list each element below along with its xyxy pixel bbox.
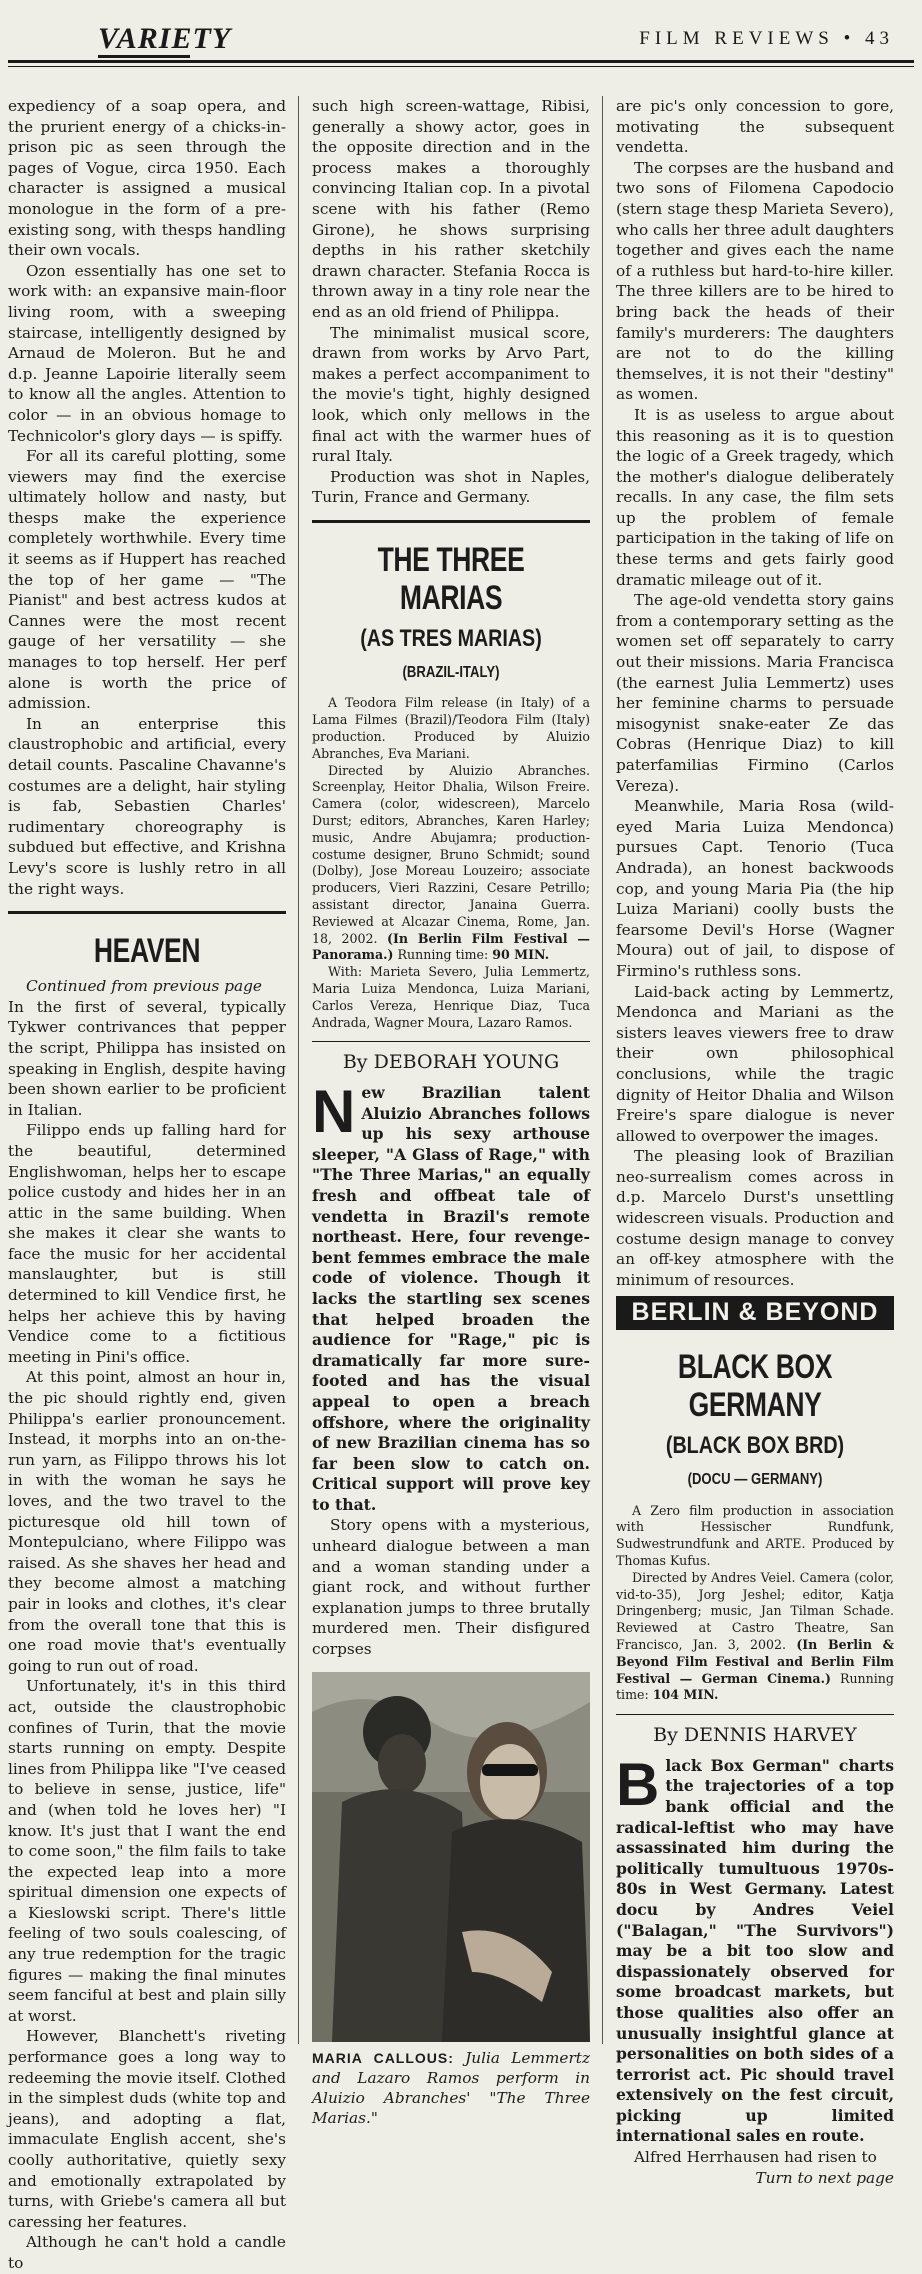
section-name: FILM REVIEWS: [639, 28, 834, 49]
cast-list: With: Marieta Severo, Julia Lemmertz, Maria Luiza Mendonca, Luiza Mariani, Carlos Vereza, Henrique Diaz, Tuca Andrada, Wagner Moura, Lazaro Ramos.: [312, 964, 590, 1030]
turn-page-note: Turn to next page: [755, 2168, 894, 2187]
lead-paragraph: [312, 1078, 590, 1515]
paragraph: are pic's only concession to gore, motivating the subsequent vendetta.: [616, 97, 894, 157]
running-time: 90 MIN.: [492, 947, 550, 963]
review-title: THE THREE MARIAS: [377, 540, 525, 617]
paragraph: In the first of several, typically Tykwer contrivances that pepper the script, Philippa has insisted on speaking in English, despite having been shown earlier to be proficient in Italian.: [8, 997, 286, 1119]
section-rule: [8, 911, 286, 914]
paragraph: The minimalist musical score, drawn from works by Arvo Part, makes a perfect accompaniment to the movie's tight, highly designed look, which only mellows in the final act with the warmer hues of rural Italy.: [312, 323, 590, 466]
festival-note: (In Berlin & Beyond Film Festival and Berlin Film Festival — German Cinema.): [616, 1637, 894, 1686]
paragraph: The pleasing look of Brazilian neo-surrealism comes across in d.p. Marcelo Durst's unsettling widescreen visuals. Production and costume design manage to convey an off-key atmosphere with the minimum of resources.: [616, 1147, 894, 1289]
page-number: 43: [865, 28, 894, 49]
review-title-line2: GERMANY: [688, 1386, 822, 1425]
running-time-label: Running time:: [616, 1670, 894, 1703]
byline: By DEBORAH YOUNG: [342, 1051, 560, 1074]
credit-paragraph: A Zero film production in association with Hessischer Rundfunk, Sudwestrundfunk and ARTE. Produced by Thomas Kufus.: [616, 1502, 894, 1569]
column-3: [616, 96, 894, 2188]
lead-text: ew Brazilian talent Aluizio Abranches follows up his sexy arthouse sleeper, "A Glass of Rage," with "The Three Marias," an equally fresh and offbeat tale of vendetta in Brazil's remote northeast. Here, four revenge-bent femmes embrace the male code of violence. Though it lacks the startling sex scenes that helped broaden the audience for "Rage," pic is dramatically far more sure-footed and has the visual appeal to open a breach offshore, where the originality of new Brazilian cinema has so far been slow to catch on. Critical support will prove key to that.: [312, 1083, 590, 1514]
column-2: [312, 96, 590, 2128]
byline-rule: [616, 1714, 894, 1715]
paragraph: Unfortunately, it's in this third act, outside the claustrophobic confines of Turin, that the movie starts running on empty. Despite lines from Philippa like "I've ceased to believe in sense, justice, life" and (when told he loves her) "I know. It's just that I want the end to come soon," the film fails to take the expected leap into a more spiritual dimension one expects of a Kieslowski script. There's little feeling of two souls coalescing, of any true redemption for the tragic figures — making the final minutes seem fanciful at best and plain silly at worst.: [8, 1677, 286, 2025]
review-subtitle: (AS TRES MARIAS): [360, 624, 542, 652]
continued-note: Continued from previous page: [26, 977, 262, 996]
review-title-heaven: HEAVEN: [93, 932, 201, 971]
review-title-line1: BLACK BOX: [677, 1348, 833, 1387]
photo-illustration: [312, 1672, 590, 2042]
drop-cap: N: [312, 1078, 356, 1145]
column-divider-2: [602, 96, 603, 2044]
paragraph: The age-old vendetta story gains from a contemporary setting as the women set off separately to carry out their missions. Maria Francisca (the earnest Julia Lemmertz) uses her feminine charms to persuade misogynist snake-eater Ze das Cobras (Henrique Diaz) to kill paterfamilias Firmino (Carlos Vereza).: [616, 591, 894, 795]
review-subtitle: (BLACK BOX BRD): [665, 1432, 845, 1460]
masthead: [0, 0, 922, 70]
credit-paragraph: [312, 763, 590, 965]
caption-label: MARIA CALLOUS:: [312, 2049, 454, 2066]
paragraph: However, Blanchett's riveting performance goes a long way to redeeming the movie itself. Clothed in the simplest duds (white top and jeans), and adopting a flat, immaculate English accent, she's coolly authoritative, quietly sexy and emotionally extrapolated by turns, with Griebe's camera all but caressing her features.: [8, 2027, 286, 2231]
masthead-rule-thick: [8, 60, 914, 63]
festival-note: (In Berlin Film Festival — Panorama.): [312, 930, 590, 963]
lead-text: lack Box German" charts the trajectories of a top bank official and the radical-leftist who may have assassinated him during the politically tumultuous 1970s-80s in West Germany. Latest docu by Andres Veiel ("Balagan," "The Survivors") may be a bit too slow and dispassionately observed for some broadcast markets, but those qualities also offer an unusually insightful glance at personalities on both sides of a terrorist act. Pic should travel extensively on the fest circuit, picking up limited international sales en route.: [616, 1755, 894, 2146]
column-1: [8, 96, 286, 2274]
paragraph: Ozon essentially has one set to work with: an expansive main-floor living room, with a sweeping staircase, intelligently designed by Arnaud de Moleron. But he and d.p. Jeanne Lapoirie literally seem to know all the angles. Attention to color — in an obvious homage to Technicolor's glory days — is spiffy.: [8, 261, 286, 445]
film-credits: [312, 695, 590, 1031]
paragraph: Alfred Herrhausen had risen to: [634, 2148, 877, 2167]
running-time: 104 MIN.: [652, 1687, 719, 1703]
review-origin: (BRAZIL-ITALY): [402, 663, 500, 681]
film-credits: [616, 1503, 894, 1705]
lead-paragraph: [616, 1750, 894, 2147]
film-still-photo: [312, 1672, 590, 2042]
column-divider-1: [298, 96, 299, 2044]
credit-paragraph: A Teodora Film release (in Italy) of a Lama Filmes (Brazil)/Teodora Film (Italy) production. Produced by Aluizio Abranches, Eva Mariani.: [312, 695, 590, 761]
paragraph: Laid-back acting by Lemmertz, Mendonca and Mariani as the sisters leaves viewers free to draw their own philosophical conclusions, while the tragic dignity of Heitor Dhalia and Wilson Freire's spare dialogue is never allowed to overpower the images.: [616, 982, 894, 1145]
masthead-rule-thin: [8, 66, 914, 67]
caption-text: Julia Lemmertz and Lazaro Ramos perform in Aluizio Abranches' "The Three Marias.": [312, 2048, 591, 2127]
review-origin: (DOCU — GERMANY): [687, 1471, 823, 1489]
credit-text: Directed by Andres Veiel. Camera (color, vid-to-35), Jorg Jeshel; editor, Katja Dringenberg; music, Jan Tilman Schade. Reviewed at Castro Theatre, San Francisco, Jan. 3, 2002.: [616, 1569, 894, 1652]
paragraph: Although he can't hold a candle to: [8, 2233, 286, 2272]
drop-cap: B: [616, 1750, 660, 1818]
paragraph: Filippo ends up falling hard for the beautiful, determined Englishwoman, helps her to escape police custody and hides her in an attic in the same building. When she makes it clear she wants to face the music for her accidental manslaughter, but is still determined to kill Vendice first, he helps her achieve this by having Vendice come to a fictitious meeting in Pini's office.: [8, 1121, 286, 1366]
byline: By DENNIS HARVEY: [653, 1724, 857, 1747]
paragraph: For all its careful plotting, some viewers may find the exercise ultimately hollow and nasty, but thesps make the experience completely worthwhile. Every time it seems as if Huppert has reached the top of her game — "The Pianist" and best actress kudos at Cannes were the most recent gauge of her versatility — she manages to top herself. Her perf alone is worth the price of admission.: [8, 447, 286, 713]
running-time-label: Running time:: [397, 947, 489, 963]
paragraph: Production was shot in Naples, Turin, France and Germany.: [312, 467, 590, 507]
credit-text: Directed by Aluizio Abranches. Screenplay, Heitor Dhalia, Wilson Freire. Camera (color, widescreen), Marcelo Durst; editors, Abranches, Karen Harley; music, Andre Abujamra; production-costume designer, Bruno Schmidt; sound (Dolby), Jose Moreau Louzeiro; associate producers, Vieri Razzini, Cesare Petrillo; assistant director, Janaina Guerra. Reviewed at Alcazar Cinema, Rome, Jan. 18, 2002.: [312, 762, 590, 946]
paragraph: The corpses are the husband and two sons of Filomena Capodocio (stern stage thesp Marieta Severo), who calls her three adult daughters together and gives each the name of a ruthless but hard-to-hire killer. The three killers are to be hired to bring back the heads of their family's murderers: The daughters are not to do the killing themselves, it is not their "destiny" as women.: [616, 158, 894, 404]
variety-logo: VARIETY: [98, 22, 232, 55]
paragraph: Story opens with a mysterious, unheard dialogue between a man and a woman standing under a giant rock, and without further explanation jumps to three brutally murdered men. Their disfigured corpses: [312, 1516, 590, 1659]
section-banner: BERLIN & BEYOND: [616, 1296, 894, 1330]
logo-underline: [98, 55, 190, 58]
paragraph: In an enterprise this claustrophobic and artificial, every detail counts. Pascaline Chavanne's costumes are a delight, hair styling is fab, Sebastien Charles' rudimentary choreography is subdued but effective, and Krishna Levy's score is lushly retro in all the right ways.: [8, 714, 286, 898]
paragraph: It is as useless to argue about this reasoning as it is to question the logic of a Greek tragedy, which the mother's dialogue deliberately recalls. In any case, the film sets up the problem of female participation in the taking of life on these terms and gets fairly good dramatic mileage out of it.: [616, 405, 894, 589]
paragraph: such high screen-wattage, Ribisi, generally a showy actor, goes in the opposite direction and in the process makes a thoroughly convincing Italian cop. In a pivotal scene with his father (Remo Girone), he shows surprising depths in his rather sketchily drawn character. Stefania Rocca is thrown away in a tiny role near the end as an old friend of Philippa.: [312, 97, 590, 321]
paragraph: Meanwhile, Maria Rosa (wild-eyed Maria Luiza Mendonca) pursues Capt. Tenorio (Tuca Andrada), an honest backwoods cop, and young Maria Pia (the hip Luiza Mariani) coolly busts the fearsome Devil's Horse (Wagner Moura) out of jail, to dispose of Firmino's ruthless sons.: [616, 797, 894, 980]
section-rule: [312, 520, 590, 523]
byline-rule: [312, 1041, 590, 1042]
paragraph: expediency of a soap opera, and the prurient energy of a chicks-in-prison pic as seen through the pages of Vogue, circa 1950. Each character is assigned a musical monologue in the form of a pre-existing song, with thesps handling their own vocals.: [8, 97, 286, 260]
photo-caption: [312, 2048, 590, 2128]
credit-paragraph: [616, 1570, 894, 1704]
bullet-icon: •: [843, 28, 856, 49]
paragraph: At this point, almost an hour in, the pic should rightly end, given Philippa's earlier pronouncement. Instead, it morphs into an on-the-run yarn, as Filippo throws his lot in with the woman he says he loves, and the two travel to the picturesque old hill town of Montepulciano, where Filippo was raised. As she shaves her head and they become almost a matching pair in looks and clothes, it's clear from the overall tone that this is one road movie that's eventually going to run out of road.: [8, 1368, 286, 1675]
section-header: [639, 28, 894, 50]
